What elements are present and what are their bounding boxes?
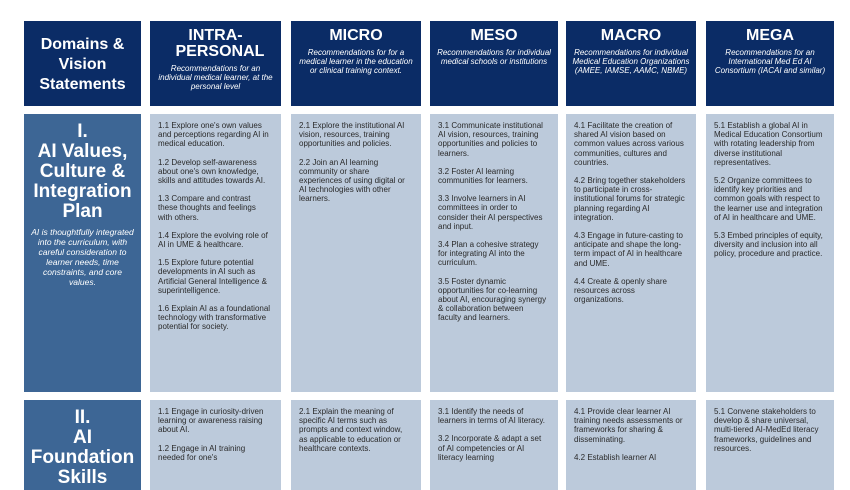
header-subtitle: Recommendations for individual medical schools or institutions (437, 48, 551, 66)
header-subtitle: Recommendations for an International Med Ed AI Consortium (IACAI and similar) (714, 48, 826, 75)
cell-intra-personal-row1 (150, 114, 281, 392)
header-subtitle: Recommendations for individual Medical Education Organizations (AMEE, IAMSE, AAMC, NBME) (572, 48, 690, 75)
header-title: INTRA-PERSONAL (175, 27, 265, 60)
recommendation-item: 4.1 Provide clear learner AI training needs assessments or frameworks for sharing & disseminating. (574, 407, 683, 444)
recommendation-item: 4.3 Engage in future-casting to anticipate and shape the long-term impact of AI in healthcare and UME. (574, 231, 683, 268)
header-subtitle: Recommendations for an individual medical learner, at the personal level (158, 64, 273, 91)
header-title: MESO (470, 27, 518, 44)
recommendation-item: 2.1 Explore the institutional AI vision, resources, training opportunities and policies. (299, 121, 405, 149)
row-name: AI Foundation Skills (30, 427, 135, 488)
cell-micro-row1 (291, 114, 421, 392)
recommendation-item: 2.2 Join an AI learning community or share experiences of using digital or AI technologies with other learners. (299, 157, 405, 204)
recommendation-item: 3.2 Incorporate & adapt a set of AI competencies or AI literacy learning (438, 434, 542, 462)
header-mega (706, 21, 834, 106)
recommendation-item: 1.1 Explore one's own values and perceptions regarding AI in medical education. (158, 121, 269, 149)
header-title: Domains & Vision Statements (39, 36, 126, 93)
recommendation-item: 4.2 Establish learner AI (574, 452, 657, 462)
cell-meso-row1 (430, 114, 558, 392)
recommendation-item: 3.1 Communicate institutional AI vision, resources, training opportunities and policies to learners. (438, 121, 543, 158)
recommendation-item: 4.4 Create & openly share resources across organizations. (574, 276, 667, 305)
row-number: II. (74, 407, 91, 428)
cell-macro-row1 (566, 114, 696, 392)
cell-micro-row2 (291, 400, 421, 490)
recommendation-item: 5.3 Embed principles of equity, diversity and inclusion into all policy, procedure and practice. (714, 231, 823, 259)
row-name: AI Values, Culture & Integration Plan (33, 141, 132, 222)
cell-mega-row2 (706, 400, 834, 490)
cell-macro-row2 (566, 400, 696, 490)
cell-mega-row1 (706, 114, 834, 392)
recommendation-item: 2.1 Explain the meaning of specific AI terms such as prompts and context window, as applicable to education or healthcare contexts. (299, 407, 403, 453)
recommendation-item: 1.6 Explain AI as a foundational technology with transformative potential for society. (158, 304, 271, 332)
row-number: I. (77, 121, 88, 142)
recommendation-item: 1.2 Develop self-awareness about one's own knowledge, skills and attitudes towards AI. (158, 157, 266, 186)
recommendation-item: 3.4 Plan a cohesive strategy for integrating AI into the curriculum. (438, 240, 539, 268)
row-description: AI is thoughtfully integrated into the curriculum, with careful consideration to learner needs, time constraints, and core values. (31, 227, 134, 287)
recommendation-item: 1.2 Engage in AI training needed for one's (158, 443, 246, 462)
cell-intra-personal-row2 (150, 400, 281, 490)
header-micro (291, 21, 421, 106)
header-intra-personal (150, 21, 281, 106)
header-title: MACRO (600, 27, 662, 44)
row-label-foundation-skills (24, 400, 141, 490)
header-meso (430, 21, 558, 106)
recommendation-item: 3.3 Involve learners in AI committees in order to consider their AI perspectives and input. (438, 194, 543, 231)
recommendation-item: 1.3 Compare and contrast these thoughts and feelings with others. (158, 194, 256, 222)
cut-off-title-text (300, 0, 550, 10)
recommendation-item: 5.1 Establish a global AI in Medical Education Consortium with rotating leadership from diverse institutional representatives. (714, 121, 823, 167)
recommendation-item: 3.1 Identify the needs of learners in terms of AI literacy. (438, 407, 545, 426)
header-macro (566, 21, 696, 106)
header-domains (24, 21, 141, 106)
row-label-values-culture (24, 114, 141, 392)
header-title: MEGA (746, 27, 794, 44)
recommendation-item: 1.1 Engage in curiosity-driven learning or awareness raising about AI. (158, 407, 264, 435)
header-title: MICRO (329, 27, 383, 44)
recommendation-item: 4.1 Facilitate the creation of shared AI vision based on common values across various communities, cultures and countries. (574, 121, 684, 167)
recommendation-item: 5.2 Organize committees to identify key priorities and common goals with respect to the learner use and integration of AI in healthcare and UME. (714, 176, 823, 222)
recommendation-item: 3.5 Foster dynamic opportunities for co-learning about AI, encouraging synergy & collaboration between faculty and learners. (438, 276, 547, 323)
recommendation-item: 3.2 Foster AI learning communities for learners. (438, 166, 528, 186)
header-subtitle: Recommendations for for a medical learner in the education or clinical training context. (299, 48, 413, 75)
cell-meso-row2 (430, 400, 558, 490)
recommendation-item: 1.5 Explore future potential developments in AI such as Artificial General Intelligence & superintelligence. (158, 258, 267, 295)
recommendation-item: 4.2 Bring together stakeholders to participate in cross-institutional forums for strategic planning regarding AI integration. (574, 176, 686, 222)
recommendation-item: 5.1 Convene stakeholders to develop & share universal, multi-tiered AI-MedEd literacy frameworks, guidelines and resources. (714, 407, 819, 453)
recommendation-item: 1.4 Explore the evolving role of AI in UME & healthcare. (158, 230, 268, 250)
